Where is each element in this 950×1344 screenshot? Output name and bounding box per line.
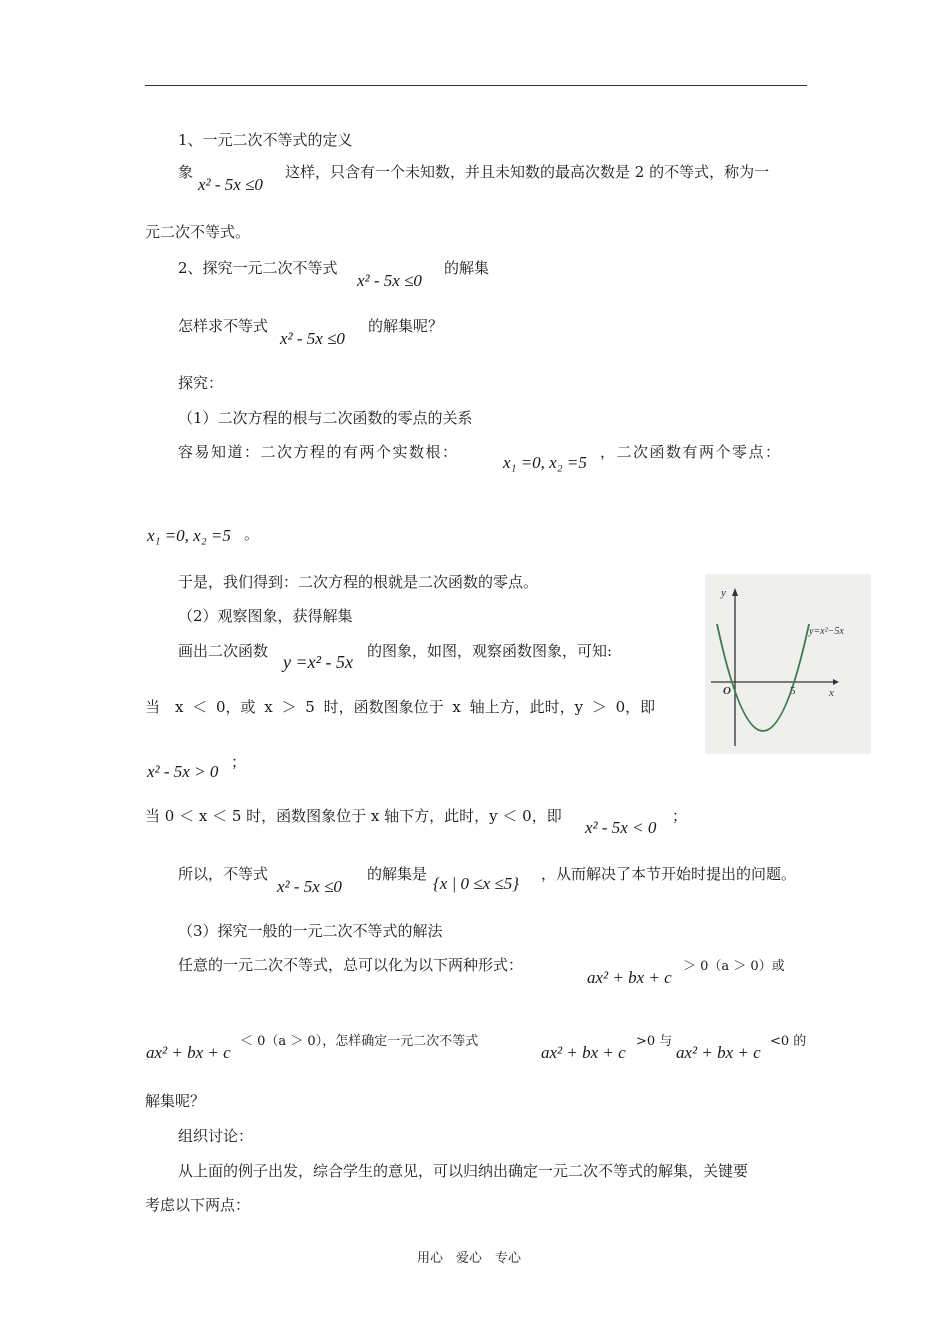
case-2-text: 当 0 ＜ x ＜ 5 时，函数图象位于 x 轴下方，此时，y ＜ 0，即	[145, 807, 562, 825]
section-2-expression: x² - 5x ≤0	[357, 271, 422, 290]
general-and: >0 与	[636, 1034, 673, 1049]
roots-text: 容易知道：二次方程的有两个实数根：	[178, 443, 459, 461]
question-suffix: 的解集呢？	[368, 317, 444, 335]
question-prefix: 怎样求不等式	[178, 317, 269, 335]
parabola-graph	[705, 574, 871, 754]
summary-line-2: 考虑以下两点：	[145, 1196, 251, 1214]
general-expression-2: ax² + bx + c	[146, 1043, 231, 1062]
general-gt-condition: ＞ 0（a ＞ 0）或	[683, 959, 785, 974]
parabola-curve	[717, 624, 809, 731]
roots-suffix: ，二次函数有两个零点：	[600, 443, 782, 461]
draw-prefix: 画出二次函数	[178, 642, 269, 660]
section-2-heading: 2、探究一元二次不等式	[178, 259, 338, 277]
zeros-end: 。	[244, 525, 260, 543]
general-expression-3: ax² + bx + c	[541, 1043, 626, 1062]
general-text: 任意的一元二次不等式，总可以化为以下两种形式：	[178, 956, 524, 974]
x-axis-label: x	[829, 687, 834, 699]
summary-line-1: 从上面的例子出发，综合学生的意见，可以归纳出确定一元二次不等式的解集，关键要	[178, 1162, 749, 1180]
subsection-3-heading: （3）探究一般的一元二次不等式的解法	[178, 922, 443, 940]
case-1-expression: x² - 5x > 0	[147, 762, 219, 781]
roots-expression: x₁ =0, x₂ =5	[503, 453, 587, 472]
case-2-expression: x² - 5x < 0	[585, 818, 657, 837]
page-footer: 用心 爱心 专心	[417, 1251, 522, 1266]
general-continuation: 解集呢？	[145, 1092, 206, 1110]
general-lt-condition: ＜ 0（a ＞ 0），怎样确定一元二次不等式	[240, 1034, 479, 1049]
subsection-1-heading: （1）二次方程的根与二次函数的零点的关系	[178, 409, 473, 427]
solution-set: {x | 0 ≤x ≤5}	[433, 874, 520, 893]
solution-prefix: 所以，不等式	[178, 865, 269, 883]
y-axis-arrow-icon	[732, 588, 738, 596]
conclusion-text: 于是，我们得到：二次方程的根就是二次函数的零点。	[178, 573, 539, 591]
explore-label: 探究：	[178, 374, 224, 392]
case-1-end: ；	[231, 753, 247, 771]
root-label: 5	[790, 685, 796, 697]
definition-text: 这样，只含有一个未知数，并且未知数的最高次数是 2 的不等式，称为一	[285, 163, 770, 181]
definition-prefix: 象	[178, 163, 194, 181]
draw-expression: y =x² - 5x	[283, 652, 354, 672]
question-expression: x² - 5x ≤0	[280, 329, 345, 348]
general-expression-4: ax² + bx + c	[676, 1043, 761, 1062]
draw-suffix: 的图象，如图，观察函数图象，可知:	[367, 642, 613, 660]
definition-continuation: 元二次不等式。	[145, 223, 251, 241]
x-axis-arrow-icon	[833, 679, 839, 685]
solution-mid: 的解集是	[367, 865, 428, 883]
solution-suffix: ，从而解决了本节开始时提出的问题。	[541, 865, 797, 883]
general-end: <0 的	[770, 1034, 807, 1049]
definition-expression: x² - 5x ≤0	[198, 175, 263, 194]
discussion-label: 组织讨论：	[178, 1127, 254, 1145]
solution-expression: x² - 5x ≤0	[277, 877, 342, 896]
header-rule	[145, 85, 807, 86]
subsection-2-heading: （2）观察图象，获得解集	[178, 607, 353, 625]
case-1-text: 当 x ＜ 0，或 x ＞ 5 时，函数图象位于 x 轴上方，此时，y ＞ 0，即	[145, 698, 656, 716]
parabola-figure	[705, 574, 871, 754]
origin-label: O	[723, 685, 731, 697]
section-2-suffix: 的解集	[444, 259, 490, 277]
zeros-expression: x₁ =0, x₂ =5	[147, 526, 231, 545]
section-1-heading: 1、一元二次不等式的定义	[178, 131, 353, 149]
curve-label: y=x²−5x	[809, 626, 844, 637]
case-2-end: ；	[672, 807, 688, 825]
y-axis-label: y	[721, 587, 726, 599]
general-expression-1: ax² + bx + c	[587, 968, 672, 987]
